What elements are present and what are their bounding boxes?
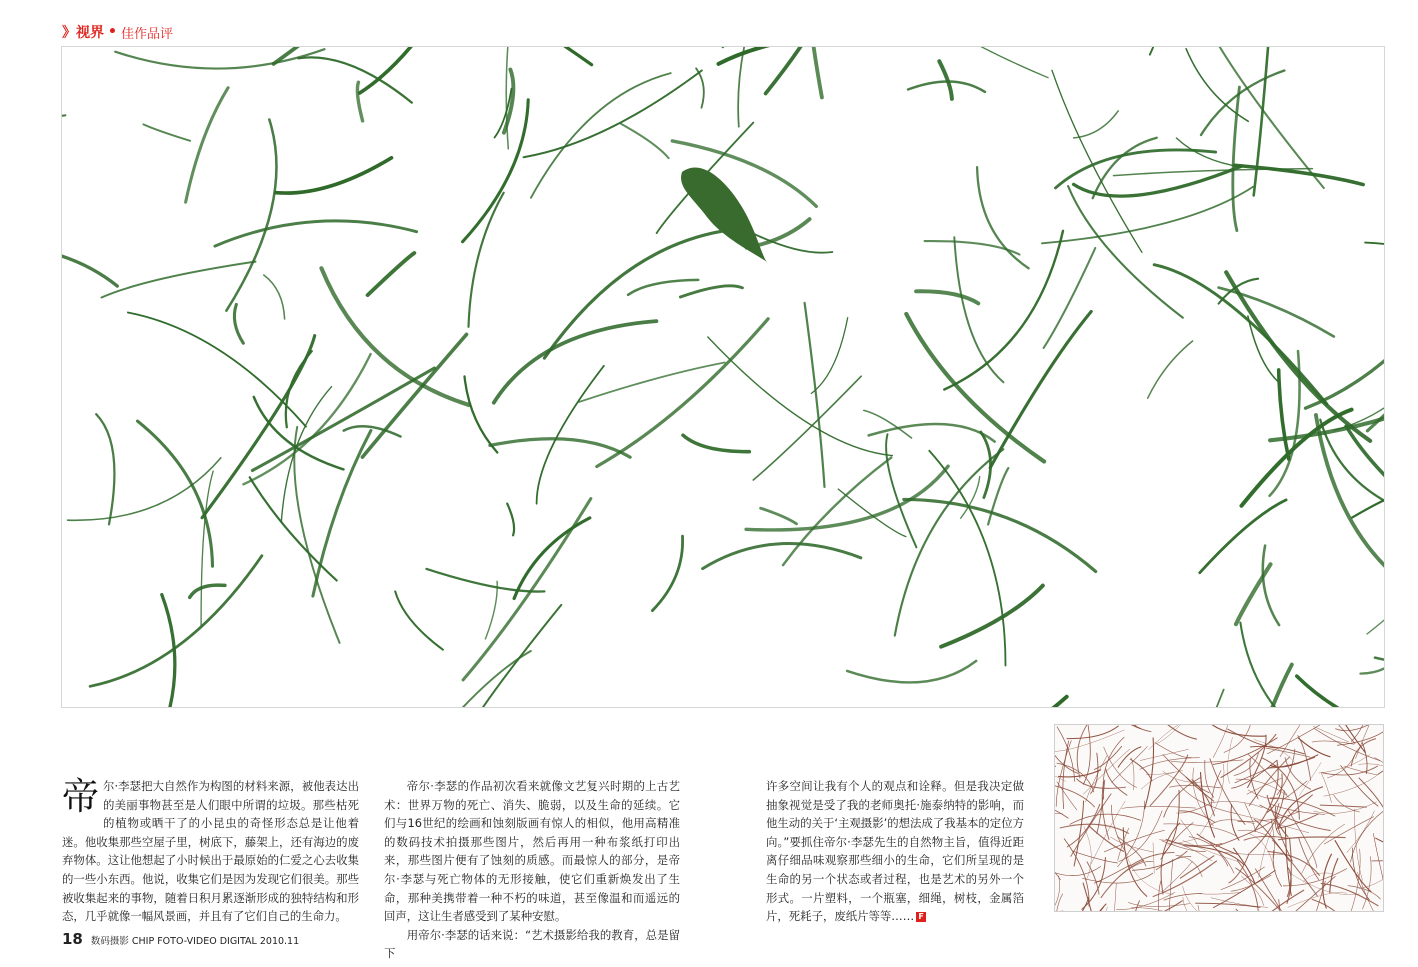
grass-blade (531, 73, 671, 198)
grass-blade (437, 651, 531, 707)
double-arrow-icon: 》 (62, 25, 76, 41)
grass-blade (537, 366, 604, 504)
dried-grass-stroke (1324, 817, 1373, 844)
grass-blade (215, 221, 417, 246)
grass-blade (128, 313, 306, 427)
dried-grass-stroke (1330, 859, 1338, 893)
grass-blade (357, 82, 362, 121)
dried-grass-stroke (1322, 766, 1378, 775)
grass-blade (990, 312, 1091, 468)
main-photo (61, 46, 1385, 708)
grass-blade (1148, 341, 1193, 398)
grass-blade (68, 458, 221, 521)
grass-blade (1316, 415, 1384, 599)
dried-grass-stroke (1378, 751, 1383, 775)
dried-grass-stroke (1181, 820, 1198, 847)
dried-grass-stroke (1064, 839, 1089, 906)
dried-grass-stroke (1060, 824, 1128, 833)
grass-blade (753, 376, 861, 480)
grass-blade (895, 449, 1004, 635)
section-title: 视界 (76, 25, 104, 41)
leaf-icon (681, 167, 767, 262)
grass-blade (869, 424, 995, 442)
grass-blade (62, 115, 65, 214)
dried-grass-stroke (1131, 901, 1139, 911)
dried-grass-stroke (1268, 852, 1320, 876)
dried-grass-stroke (1099, 725, 1151, 732)
grass-blade (102, 262, 256, 298)
dried-grass-photo (1055, 725, 1383, 911)
grass-blade (628, 280, 698, 295)
subsection-title: 佳作品评 (120, 26, 173, 42)
grass-blade (916, 291, 978, 303)
dried-grass-stroke (1104, 747, 1137, 787)
grass-blade (162, 595, 175, 707)
dried-grass-stroke (1142, 725, 1197, 739)
bullet: • (108, 24, 117, 40)
dried-grass-stroke (1150, 755, 1188, 806)
grass-blade (1052, 70, 1142, 252)
dried-grass-stroke (1234, 848, 1255, 883)
dried-grass-stroke (1211, 898, 1268, 908)
grass-blade (761, 508, 797, 524)
dried-grass-stroke (1077, 779, 1126, 789)
grass-blade (929, 451, 1005, 666)
dried-grass-stroke (1072, 851, 1117, 863)
grass-blade (1263, 546, 1279, 626)
grass-blade (321, 268, 469, 405)
grass-blade (1114, 169, 1313, 176)
grass-blade (738, 47, 772, 127)
grass-blade (1297, 676, 1384, 707)
grass-blade (906, 314, 1044, 462)
dried-grass-stroke (1070, 814, 1141, 824)
dried-grass-stroke (1057, 782, 1077, 810)
grass-blade (886, 434, 916, 547)
dried-grass-stroke (1104, 830, 1164, 852)
grass-blade (1279, 370, 1289, 459)
dried-grass-stroke (1344, 766, 1376, 775)
dried-grass-stroke (1282, 781, 1307, 800)
dried-grass-stroke (1362, 742, 1367, 774)
grass-blade (448, 605, 561, 707)
dried-grass-stroke (1175, 779, 1237, 814)
dried-grass-stroke (1335, 841, 1371, 892)
dried-grass-stroke (1337, 732, 1383, 746)
grass-blade (143, 124, 190, 140)
dried-grass-stroke (1273, 850, 1281, 886)
grass-blade (254, 397, 344, 470)
dried-grass-stroke (1082, 858, 1106, 910)
dried-grass-stroke (1141, 773, 1174, 790)
dried-grass-stroke (1106, 769, 1127, 795)
dried-grass-stroke (1196, 903, 1261, 907)
dried-grass-stroke (1299, 762, 1321, 795)
dried-grass-stroke (1334, 795, 1360, 812)
dried-grass-stroke (1201, 725, 1266, 736)
grass-blade (746, 466, 948, 530)
grass-blade (360, 47, 463, 93)
dried-grass-stroke (1210, 801, 1263, 807)
dried-grass-stroke (1055, 803, 1068, 818)
publication-info: 数码摄影 CHIP FOTO-VIDEO DIGITAL 2010.11 (90, 936, 300, 947)
column-2-paragraph-2: 用帝尔·李瑟的话来说：“艺术摄影给我的教育，总是留下 (384, 927, 680, 961)
dried-grass-stroke (1055, 853, 1060, 879)
article-column-3 (766, 777, 1024, 926)
grass-blade (652, 536, 682, 611)
grass-blade (395, 591, 443, 649)
grass-blade (1074, 111, 1119, 138)
dried-grass-stroke (1055, 813, 1063, 823)
dried-grass-stroke (1055, 766, 1056, 813)
grass-blade (465, 376, 498, 452)
grass-blade (977, 167, 1029, 268)
dried-grass-stroke (1302, 824, 1345, 873)
grass-blade (115, 49, 324, 68)
dried-grass-stroke (1145, 738, 1154, 809)
dried-grass-stroke (1314, 802, 1377, 814)
column-3-text: 许多空间让我有个人的观点和诠释。但是我决定做抽象视觉是受了我的老师奥托·施泰纳特的影响，而他生动的关于‘主观摄影’的想法成了我基本的定位方向。”要抓住帝尔·李瑟先生的自然物主旨，值得近距离仔细品味观察那些细小的生命，它们所呈现的是生命的另一个状态或者过程，也是艺术的另外一个形式。一片塑料，一个瓶塞，细绳，树枝，金属箔片，死耗子，废纸片等等…… (766, 779, 1024, 924)
grass-blade (524, 71, 702, 158)
dried-grass-stroke (1067, 726, 1118, 739)
grass-blade (1044, 248, 1096, 348)
grass-blade (463, 100, 529, 242)
dried-grass-stroke (1228, 729, 1276, 748)
grass-blade (939, 61, 952, 99)
grass-blade (1306, 271, 1385, 409)
grass-blade (621, 124, 669, 158)
grass-blade (1200, 500, 1286, 573)
grass-blade (811, 318, 847, 394)
dried-grass-stroke (1198, 905, 1205, 911)
grass-blade (904, 499, 1096, 571)
dried-grass-stroke (1055, 876, 1060, 911)
grass-blade (96, 414, 114, 524)
dried-grass-stroke (1199, 893, 1241, 895)
grass-blade (1186, 49, 1248, 122)
dried-grass-stroke (1055, 725, 1078, 773)
grass-blade (485, 581, 497, 639)
dried-grass-stroke (1094, 746, 1121, 769)
grass-blade (1190, 690, 1223, 707)
grass-blade (226, 120, 276, 311)
grass-clippings-photo (62, 47, 1384, 707)
dried-grass-stroke (1131, 907, 1188, 911)
grass-blade (494, 321, 657, 403)
grass-blade (190, 585, 225, 597)
grass-blade (1093, 138, 1157, 199)
grass-blade (276, 158, 391, 193)
dried-grass-stroke (1288, 811, 1317, 868)
dried-grass-stroke (1373, 834, 1383, 893)
dried-grass-stroke (1235, 765, 1277, 783)
dried-grass-stroke (1140, 758, 1200, 770)
dried-grass-stroke (1153, 843, 1154, 874)
dried-grass-stroke (1359, 778, 1383, 829)
grass-blade (1201, 71, 1284, 136)
dried-grass-stroke (1236, 909, 1269, 911)
grass-blade (507, 504, 514, 536)
dried-grass-stroke (1347, 811, 1375, 853)
grass-blade (368, 253, 415, 295)
grass-blade (703, 544, 861, 569)
grass-blade (805, 303, 825, 487)
grass-blade (138, 421, 213, 566)
article-column-1 (62, 777, 359, 926)
dried-grass-stroke (1277, 749, 1295, 795)
grass-blade (186, 88, 229, 203)
dried-grass-stroke (1351, 849, 1361, 911)
grass-blade (1365, 243, 1384, 256)
grass-blade (766, 47, 834, 93)
dried-grass-stroke (1237, 860, 1258, 911)
grass-blade (944, 231, 1063, 390)
dried-grass-stroke (1245, 803, 1256, 832)
grass-blade (252, 368, 434, 471)
end-mark-icon: F (916, 912, 926, 922)
grass-blade (988, 697, 1066, 707)
grass-blade (683, 435, 749, 452)
column-2-paragraph-1: 帝尔·李瑟的作品初次看来就像文艺复兴时期的上古艺术：世界万物的死亡、消失、脆弱，以及生命的延续。它们与16世纪的绘画和蚀刻版画有惊人的相似，他用高精准的数码技术拍摄那些图片，然后再用一种布浆纸打印出来，那些图片便有了蚀刻的质感。而最惊人的部分，是帝尔·李瑟与死亡物体的无形接触，使它们重新焕发出了生命，那种美携带着一种不朽的味道，甚至像温和而遥远的回声，这让生者感受到了某种安慰。 (384, 779, 680, 924)
dried-grass-stroke (1163, 771, 1202, 782)
dried-grass-stroke (1101, 861, 1144, 898)
grass-blade (597, 319, 768, 467)
grass-blade (1068, 186, 1183, 318)
grass-blade (286, 351, 312, 427)
section-header (62, 22, 173, 42)
grass-blade (1254, 47, 1270, 195)
grass-blade (878, 47, 1048, 78)
grass-blade (417, 47, 592, 65)
dried-grass-stroke (1359, 764, 1383, 790)
dried-grass-stroke (1250, 791, 1284, 853)
dried-grass-stroke (1183, 886, 1206, 911)
dried-grass-stroke (1321, 773, 1331, 802)
grass-blade (847, 661, 976, 683)
drop-cap: 帝 (62, 775, 99, 818)
grass-blade (1150, 47, 1171, 55)
grass-blade (680, 286, 742, 297)
grass-blade (1219, 288, 1334, 337)
dried-grass-stroke (1168, 859, 1173, 911)
grass-blade (1238, 665, 1292, 707)
grass-blade (250, 477, 337, 580)
dried-grass-stroke (1096, 725, 1141, 729)
grass-blade (62, 245, 117, 287)
dried-grass-stroke (1234, 753, 1258, 776)
grass-blade (941, 586, 1043, 647)
dried-grass-stroke (1341, 766, 1378, 807)
grass-blade (264, 275, 285, 319)
thumbnail-photo (1054, 724, 1384, 912)
dried-grass-stroke (1094, 865, 1130, 883)
grass-blade (805, 47, 822, 97)
grass-blade (1240, 623, 1360, 707)
dried-grass-stroke (1221, 734, 1276, 777)
dried-grass-stroke (1315, 729, 1381, 761)
grass-blade (908, 81, 985, 91)
dried-grass-stroke (1122, 806, 1196, 808)
grass-blade (1233, 87, 1240, 231)
dried-grass-stroke (1149, 725, 1209, 750)
dried-grass-stroke (1372, 861, 1383, 862)
dried-grass-stroke (1313, 726, 1349, 742)
grass-blade (234, 305, 243, 344)
dried-grass-stroke (1157, 725, 1192, 744)
dried-grass-stroke (1123, 828, 1147, 897)
grass-blade (719, 47, 822, 64)
column-1-text: 尔·李瑟把大自然作为构图的材料来源，被他表达出的美丽事物甚至是人们眼中所谓的垃圾。那些枯死的植物或晒干了的小昆虫的奇怪形态总是让他着迷。他收集那些空屋子里，树底下，藤架上，还有海边的废弃物体。这让他想起了小时候出于最原始的仁爱之心去收集的一些小东西。他说，收集它们是因为发现它们很美。那些被收集起来的事物，随着日积月累逐渐形成的独特结构和形态，几乎就像一幅风景画，并且有了它们自己的生命力。 (62, 779, 359, 924)
page-number: 18 (62, 930, 83, 948)
dried-grass-stroke (1163, 861, 1192, 891)
dried-grass-stroke (1112, 884, 1116, 911)
grass-blade (490, 439, 630, 457)
article-column-2 (384, 777, 680, 963)
grass-blade (954, 237, 1003, 382)
dried-grass-stroke (1273, 840, 1318, 896)
page-footer (62, 930, 299, 948)
dried-grass-stroke (1283, 869, 1346, 886)
